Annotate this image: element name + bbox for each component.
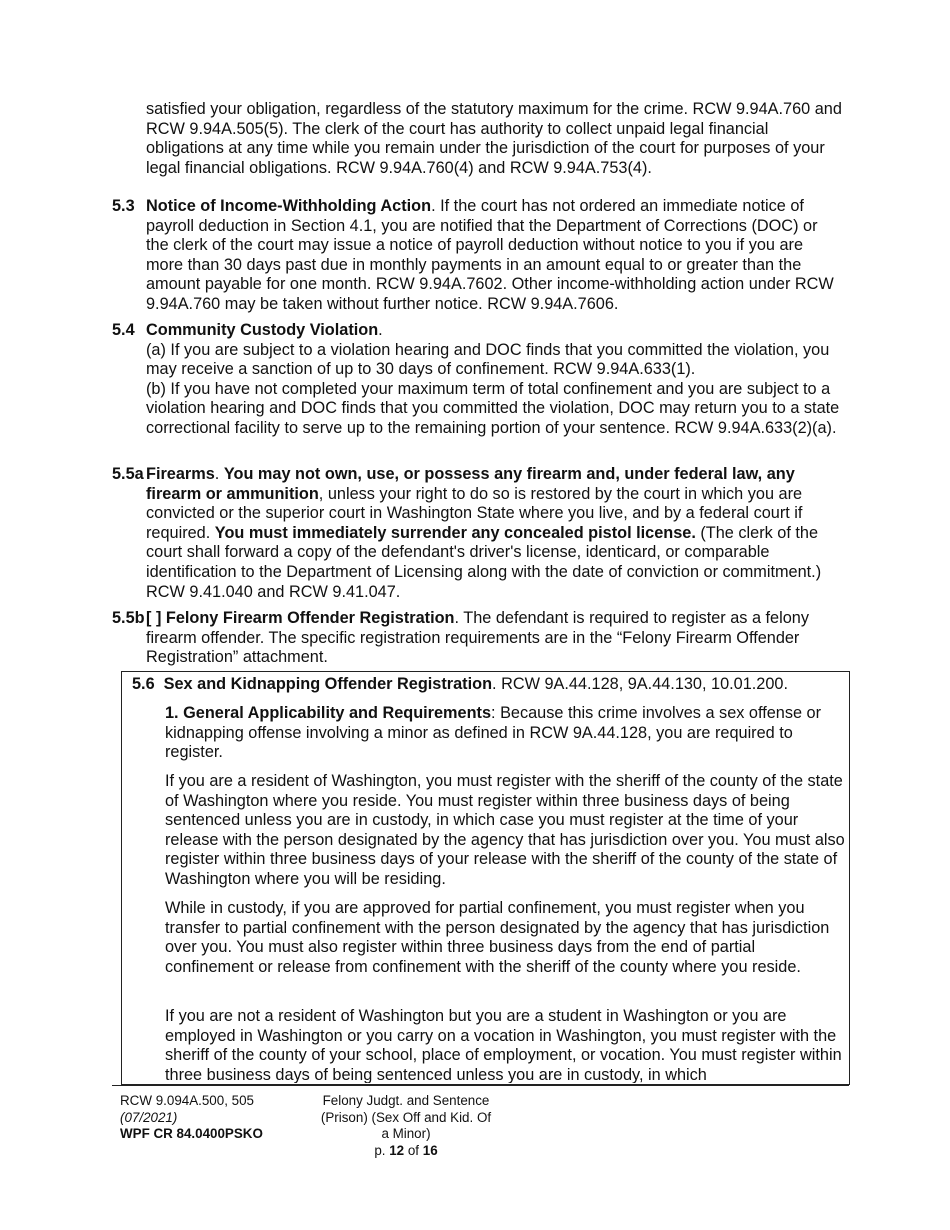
intro-paragraph <box>146 100 842 178</box>
intro-text: satisfied your obligation, regardless of the statutory maximum for the crime. RCW 9.94A.760 and RCW 9.94A.505(5). The clerk of the court has authority to collect unpaid legal financial obligations at any time while you remain under the jurisdiction of the court for purposes of your legal financial obligations. RCW 9.94A.760(4) and RCW 9.94A.753(4). <box>146 100 842 177</box>
section-title: Sex and Kidnapping Offender Registration <box>163 675 493 693</box>
pistol-license-warning: You must immediately surrender any concealed pistol license. <box>214 523 696 542</box>
section-title: [ ] Felony Firearm Offender Registration <box>146 609 455 627</box>
custody-paragraph: While in custody, if you are approved for partial confinement, you must register when you transfer to partial confinement with the person designated by the agency that has jurisdiction over you. You must also register within three business days from the end of partial confinement or release from confinement with the sheriff of the county where you reside. <box>165 899 830 976</box>
section-number: 5.3 <box>112 197 135 215</box>
footer-left <box>120 1093 320 1143</box>
footer-center <box>318 1093 494 1159</box>
footer-divider <box>112 1085 849 1086</box>
section-5-6-box <box>121 671 850 1085</box>
section-number: 5.6 <box>132 675 155 693</box>
footer-form-number: WPF CR 84.0400PSKO <box>120 1126 263 1141</box>
section-text: . If the court has not ordered an immediate notice of payroll deduction in Section 4.1, you are notified that the Department of Corrections (DOC) or the clerk of the court may issue a notice of payroll deduction without notice to you if you are more than 30 days past due in monthly payments in an amount equal to or greater than the amount payable for one month. RCW 9.94A.7602. Other income-withholding action under RCW 9.94A.760 may be taken without further notice. RCW 9.94A.7606. <box>146 197 834 313</box>
footer-rcw: RCW 9.094A.500, 505 <box>120 1093 254 1108</box>
section-number: 5.5a <box>112 465 144 483</box>
section-number: 5.5b <box>112 609 145 627</box>
footer-page-number: p. 12 of 16 <box>374 1142 438 1158</box>
section-5-4: 5.4 Community Custody Violation. (a) If you are subject to a violation hearing and DOC finds that you committed the violation, you may receive a sanction of up to 30 days of confinement. RCW 9.94A.633(1). (b) If you have not completed your maximum term of total confinement and you are subject to a violation hearing and DOC finds that you committed the violation, DOC may return you to a state correctional facility to serve up to the remaining portion of your sentence. RCW 9.94A.633(2)(a). <box>112 321 842 439</box>
nonresident-paragraph: If you are not a resident of Washington but you are a student in Washington or you are employed in Washington or you carry on a vocation in Washington, you must register with the sheriff of the county of your school, place of employment, or vocation. You must register within three business days of being sentenced unless you are in custody, in which <box>165 1007 842 1083</box>
section-number: 5.4 <box>112 321 135 339</box>
subsection-a: (a) If you are subject to a violation hearing and DOC finds that you committed the violation, you may receive a sanction of up to 30 days of confinement. RCW 9.94A.633(1). <box>146 340 830 379</box>
section-5-5b <box>112 609 842 668</box>
section-5-6-heading: 5.6 Sex and Kidnapping Offender Registration. RCW 9A.44.128, 9A.44.130, 10.01.200. <box>132 675 788 693</box>
paragraph-heading: 1. General Applicability and Requirements <box>165 704 492 722</box>
firearm-warning: You may not own, use, or possess any firearm and, under federal law, any firearm or ammunition <box>146 465 795 503</box>
section-title: Notice of Income-Withholding Action <box>146 197 432 215</box>
general-applicability-paragraph: 1. General Applicability and Requirements: Because this crime involves a sex offense or kidnapping offense involving a minor as defined in RCW 9A.44.128, you are required to register. <box>165 704 822 762</box>
footer-title: Felony Judgt. and Sentence (Prison) (Sex Off and Kid. Of a Minor) <box>320 1093 492 1141</box>
section-5-5a: 5.5a Firearms. You may not own, use, or possess any firearm and, under federal law, any firearm or ammunition, unless your right to do so is restored by the court in which you are convicted or the superior court in Washington State where you live, and by a federal court if required. You must immediately surrender any concealed pistol license. (The clerk of the court shall forward a copy of the defendant's driver's license, identicard, or comparable identification to the Department of Licensing along with the date of conviction or commitment.) RCW 9.41.040 and RCW 9.41.047. <box>112 465 822 601</box>
section-text: . The defendant is required to register as a felony firearm offender. The specific registration requirements are in the “Felony Firearm Offender Registration” attachment. <box>146 609 809 667</box>
section-title: Community Custody Violation <box>146 321 379 339</box>
footer-date: (07/2021) <box>120 1109 178 1125</box>
resident-paragraph: If you are a resident of Washington, you must register with the sheriff of the county of the state of Washington where you reside. You must register within three business days of being sentenced unless you are in custody, in which case you must register at the time of your release with the person designated by the agency that has jurisdiction over you. You must also register within three business days of your release with the sheriff of the county of the state of Washington where you will be residing. <box>165 772 845 888</box>
subsection-b: (b) If you have not completed your maximum term of total confinement and you are subject to a violation hearing and DOC finds that you committed the violation, DOC may return you to a state correctional facility to serve up to the remaining portion of your sentence. RCW 9.94A.633(2)(a). <box>146 379 840 437</box>
section-5-3 <box>112 197 842 315</box>
section-title: Firearms <box>146 465 215 483</box>
